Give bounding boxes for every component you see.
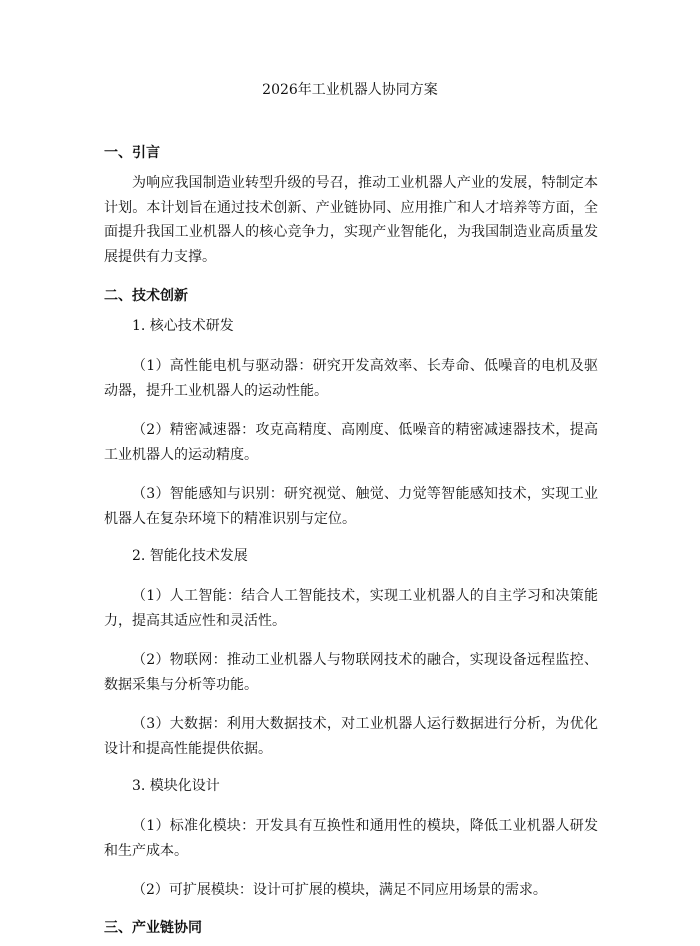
list-item: （2）物联网：推动工业机器人与物联网技术的融合，实现设备远程监控、数据采集与分析等功能。 xyxy=(104,652,598,693)
section-heading-technology-innovation: 二、技术创新 xyxy=(104,288,188,304)
list-item: （1）高性能电机与驱动器：研究开发高效率、长寿命、低噪音的电机及驱动器，提升工业机器人的运动性能。 xyxy=(104,358,598,399)
section-heading-introduction: 一、引言 xyxy=(104,145,160,161)
list-item: （1）标准化模块：开发具有互换性和通用性的模块，降低工业机器人研发和生产成本。 xyxy=(104,818,598,859)
sub-heading-modular-design: 3. 模块化设计 xyxy=(132,778,220,794)
introduction-paragraph: 为响应我国制造业转型升级的号召，推动工业机器人产业的发展，特制定本计划。本计划旨在通过技术创新、产业链协同、应用推广和人才培养等方面，全面提升我国工业机器人的核心竞争力，实现产业智能化，为我国制造业高质量发展提供有力支撑。 xyxy=(104,175,598,265)
list-item: （1）人工智能：结合人工智能技术，实现工业机器人的自主学习和决策能力，提高其适应性和灵活性。 xyxy=(104,588,598,629)
sub-heading-intelligent-tech: 2. 智能化技术发展 xyxy=(132,548,248,564)
list-item: （2）可扩展模块：设计可扩展的模块，满足不同应用场景的需求。 xyxy=(132,882,547,898)
list-item: （3）大数据：利用大数据技术，对工业机器人运行数据进行分析，为优化设计和提高性能提供依据。 xyxy=(104,716,598,757)
document-body xyxy=(104,143,598,946)
list-item: （3）智能感知与识别：研究视觉、触觉、力觉等智能感知技术，实现工业机器人在复杂环境下的精准识别与定位。 xyxy=(104,486,598,527)
sub-heading-core-tech: 1. 核心技术研发 xyxy=(132,318,234,334)
section-heading-industry-chain: 三、产业链协同 xyxy=(104,919,202,936)
list-item: （2）精密减速器：攻克高精度、高刚度、低噪音的精密减速器技术，提高工业机器人的运动精度。 xyxy=(104,422,598,463)
document-title: 2026年工业机器人协同方案 xyxy=(262,82,438,98)
